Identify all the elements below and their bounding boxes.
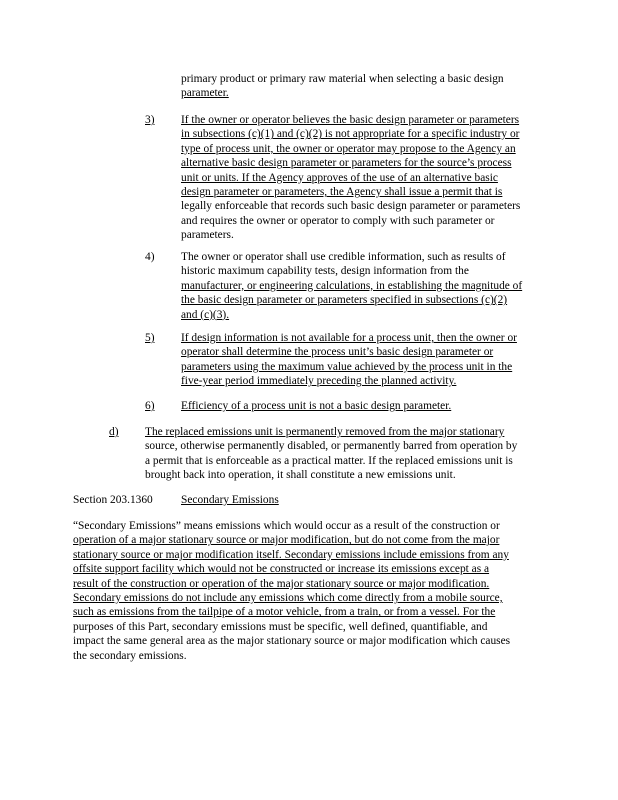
text-line: five-year period immediately preceding the planned activity.: [181, 375, 457, 388]
text-line: primary product or primary raw material when selecting a basic design: [181, 73, 504, 85]
item-4-paragraph: [181, 250, 522, 322]
text-line: unit or units. If the Agency approves of the use of an alternative basic: [181, 171, 498, 184]
text-line: the basic design parameter or parameters specified in subsections (c)(2): [181, 294, 508, 307]
text-line: “Secondary Emissions” means emissions which would occur as a result of the construction or: [73, 520, 500, 532]
definition-paragraph: [73, 519, 510, 663]
text-line: and (c)(3).: [181, 308, 230, 321]
item-number: d): [109, 426, 119, 438]
text-line: brought back into operation, it shall constitute a new emissions unit.: [145, 469, 456, 482]
text-line: such as emissions from the tailpipe of a motor vehicle, from a train, or from a vessel. For the: [73, 606, 496, 619]
text-line: operator shall determine the process unit’s basic design parameter or: [181, 346, 494, 359]
text-line: Efficiency of a process unit is not a basic design parameter.: [181, 400, 452, 412]
item-6-paragraph: [181, 399, 451, 413]
item-number: 6): [145, 400, 155, 412]
item-number: 3): [145, 114, 155, 126]
text-line: a permit that is enforceable as a practical matter. If the replaced emissions unit is: [145, 454, 513, 467]
text-line: The replaced emissions unit is permanently removed from the major stationary: [145, 426, 505, 438]
text-line: the secondary emissions.: [73, 649, 187, 662]
text-line: manufacturer, or engineering calculations, in establishing the magnitude of: [181, 279, 523, 292]
text-line: design parameter or parameters, the Agency shall issue a permit that is: [181, 186, 503, 199]
text-line: type of process unit, the owner or operator may propose to the Agency an: [181, 142, 516, 155]
text-line: If design information is not available for a process unit, then the owner or: [181, 332, 517, 344]
text-line: parameters.: [181, 229, 234, 242]
text-line: historic maximum capability tests, design information from the: [181, 265, 469, 278]
text-line: and requires the owner or operator to comply with such parameter or: [181, 214, 495, 227]
text-line: stationary source or major modification itself. Secondary emissions include emissions from any: [73, 548, 509, 561]
text-line: If the owner or operator believes the basic design parameter or parameters: [181, 114, 520, 126]
item-number: 4): [145, 251, 155, 263]
section-title: Secondary Emissions: [181, 494, 279, 506]
item-d-paragraph: [145, 425, 517, 483]
text-line: operation of a major stationary source or major modification, but do not come from the major: [73, 534, 500, 547]
text-line: offsite support facility which would not be constructed or increase its emissions except as a: [73, 563, 490, 576]
item-number: 5): [145, 332, 155, 344]
item-3-paragraph: [181, 113, 520, 243]
section-number: Section 203.1360: [73, 494, 153, 506]
item-5-paragraph: [181, 331, 517, 389]
text-line: parameters using the maximum value achieved by the process unit in the: [181, 360, 513, 373]
text-line: impact the same general area as the major stationary source or major modification which causes: [73, 635, 511, 648]
text-line: result of the construction or operation of the major stationary source or major modification.: [73, 577, 490, 590]
text-line: purposes of this Part, secondary emissions must be specific, well defined, quantifiable, and: [73, 620, 488, 633]
text-line: parameter.: [181, 87, 229, 100]
text-line: The owner or operator shall use credible information, such as results of: [181, 251, 506, 263]
text-line: source, otherwise permanently disabled, or permanently barred from operation by: [145, 440, 518, 453]
continuation-paragraph: [181, 72, 504, 101]
text-line: alternative basic design parameter or parameters for the source’s process: [181, 157, 512, 170]
text-line: Secondary emissions do not include any emissions which come directly from a mobile source,: [73, 592, 503, 605]
text-line: in subsections (c)(1) and (c)(2) is not appropriate for a specific industry or: [181, 128, 520, 141]
text-line: legally enforceable that records such basic design parameter or parameters: [181, 200, 521, 213]
